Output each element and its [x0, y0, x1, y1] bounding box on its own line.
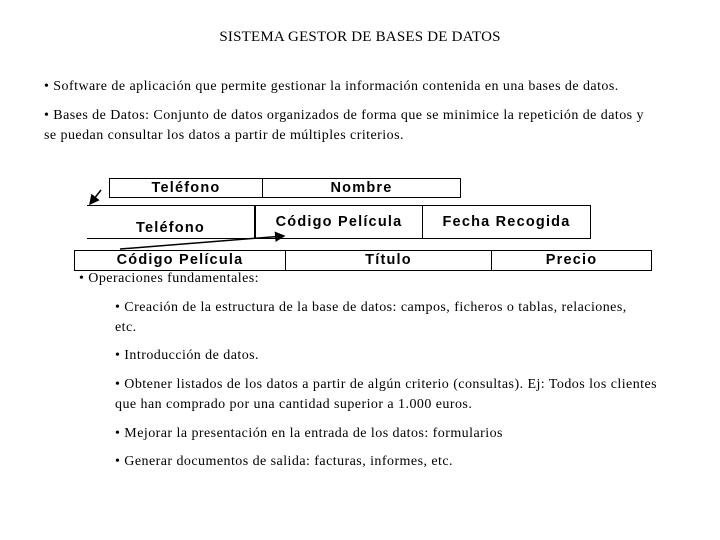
field-telefono: Teléfono: [109, 178, 263, 198]
paragraph-software: • Software de aplicación que permite gestionar la información contenida en una bases de datos.: [44, 79, 619, 94]
list-item: • Generar documentos de salida: facturas, informes, etc.: [115, 454, 453, 469]
arrow-codigo-link: [120, 236, 284, 249]
field-codigo-pelicula: Código Película: [74, 250, 286, 271]
list-item: • Mejorar la presentación en la entrada de los datos: formularios: [115, 426, 503, 441]
field-nombre: Nombre: [263, 178, 461, 198]
list-item: • Creación de la estructura de la base de datos: campos, ficheros o tablas, relaciones, etc.: [115, 300, 627, 335]
paragraph-operaciones: • Operaciones fundamentales:: [79, 271, 259, 286]
field-titulo: Título: [286, 250, 492, 271]
paragraph-bases-de-datos: • Bases de Datos: Conjunto de datos organizados de forma que se minimice la repetición de datos y se puedan consultar los datos a partir de múltiples criterios.: [44, 108, 644, 143]
field-codigo-pelicula: Código Película: [255, 205, 423, 239]
list-item: • Obtener listados de los datos a partir de algún criterio (consultas). Ej: Todos los clientes que han comprado por una cantidad superior a 1.000 euros.: [115, 377, 658, 412]
arrow-telefono-link: [90, 190, 101, 204]
field-telefono: Teléfono: [87, 205, 255, 239]
list-item: • Introducción de datos.: [115, 348, 259, 363]
field-precio: Precio: [492, 250, 652, 271]
field-fecha-recogida: Fecha Recogida: [423, 205, 591, 239]
page-title: SISTEMA GESTOR DE BASES DE DATOS: [219, 29, 501, 45]
